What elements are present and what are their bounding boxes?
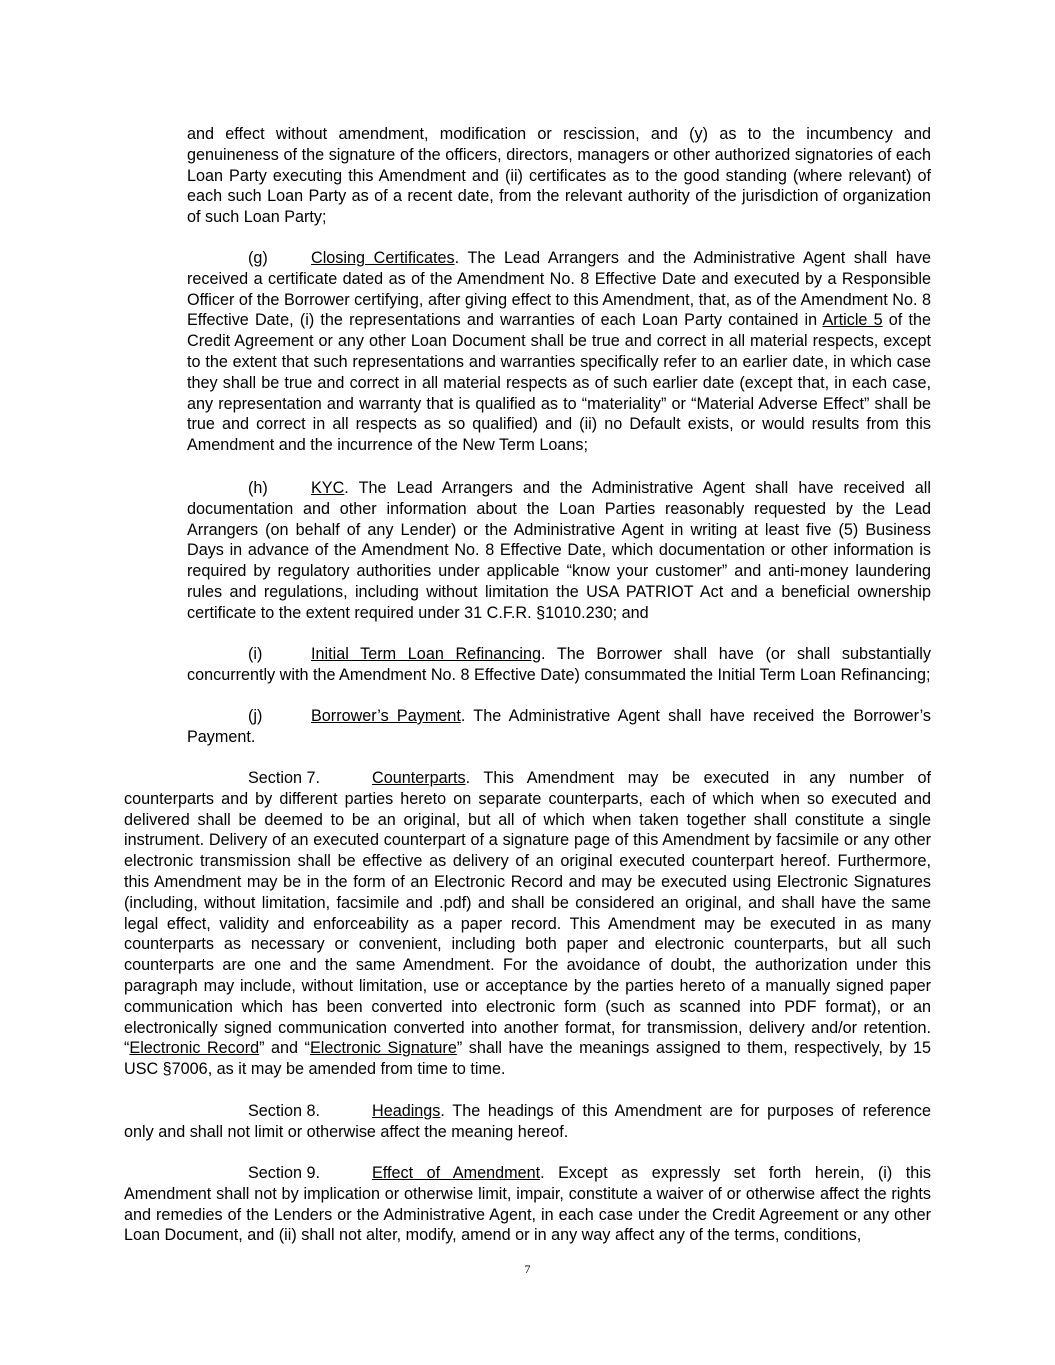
section-heading: Effect of Amendment bbox=[372, 1164, 541, 1182]
section-label: Section 7. bbox=[248, 769, 320, 787]
paragraph-label: (i) bbox=[248, 645, 263, 663]
paragraph-text: . The Borrower shall have (or shall substantially concurrently with the Amendment No. 8 Effective Date) consummated the Initial Term Loan Refinancing; bbox=[187, 645, 931, 684]
paragraph-heading: KYC bbox=[311, 479, 345, 497]
paragraph-text: and effect without amendment, modification or rescission, and (y) as to the incumbency and genuineness of the signature of the officers, directors, managers or other authorized signatories of each Loan Party executing this Amendment and (ii) certificates as to the good standing (where relevant) of each such Loan Party as of a recent date, from the relevant authority of the jurisdiction of organization of such Loan Party; bbox=[187, 125, 931, 227]
section-8-headings bbox=[124, 1101, 931, 1143]
paragraph-text: . The Lead Arrangers and the Administrative Agent shall have received a certificate dated as of the Amendment No. 8 Effective Date and executed by a Responsible Officer of the Borrower certifying, after giving effect to this Amendment, that, as of the Amendment No. 8 Effective Date, (i) the representations and warranties of each Loan Party contained in bbox=[187, 249, 931, 330]
section-text: . The headings of this Amendment are for purposes of reference only and shall not limit or otherwise affect the meaning hereof. bbox=[124, 1102, 931, 1141]
section-heading: Headings bbox=[372, 1102, 441, 1120]
section-text-end: ” shall have the meanings assigned to them, respectively, by 15 USC §7006, as it may be amended from time to time. bbox=[124, 1039, 931, 1079]
defined-term-electronic-signature: Electronic Signature bbox=[309, 1039, 457, 1058]
paragraph-intro bbox=[187, 124, 931, 228]
paragraph-text-continued: of the Credit Agreement or any other Loan Document shall be true and correct in all material respects, except to the extent that such representations and warranties specifically refer to an earlier date, in which case they shall be true and correct in all material respects as of such earlier date (except that, in each case, any representation and warranty that is qualified as to “materiality” or “Material Adverse Effect” shall be true and correct in all respects as so qualified) and (ii) no Default exists, or would results from this Amendment and the incurrence of the New Term Loans; bbox=[187, 311, 931, 455]
paragraph-heading: Closing Certificates bbox=[311, 249, 455, 267]
section-text: . Except as expressly set forth herein, (i) this Amendment shall not by implication or otherwise limit, impair, constitute a waiver of or otherwise affect the rights and remedies of the Lenders or the Administrative Agent, in each case under the Credit Agreement or any other Loan Document, and (ii) shall not alter, modify, amend or in any way affect any of the terms, conditions, bbox=[124, 1164, 931, 1245]
paragraph-heading: Borrower’s Payment bbox=[311, 707, 461, 725]
section-label: Section 8. bbox=[248, 1102, 320, 1120]
paragraph-g-closing-certificates bbox=[187, 248, 931, 456]
paragraph-heading: Initial Term Loan Refinancing bbox=[311, 645, 541, 663]
section-heading: Counterparts bbox=[372, 769, 466, 787]
paragraph-i-initial-term-loan-refinancing bbox=[187, 644, 931, 686]
paragraph-text: . The Lead Arrangers and the Administrative Agent shall have received all documentation and other information about the Loan Parties reasonably requested by the Lead Arrangers (on behalf of any Lender) or the Administrative Agent in writing at least five (5) Business Days in advance of the Amendment No. 8 Effective Date, which documentation or other information is required by regulatory authorities under applicable “know your customer” and anti-money laundering rules and regulations, including without limitation the USA PATRIOT Act and a beneficial ownership certificate to the extent required under 31 C.F.R. §1010.230; and bbox=[187, 479, 931, 622]
article-reference: Article 5 bbox=[822, 311, 883, 330]
section-text-continued: ” and “ bbox=[259, 1039, 310, 1058]
paragraph-text: . The Administrative Agent shall have received the Borrower’s Payment. bbox=[187, 707, 932, 746]
defined-term-electronic-record: Electronic Record bbox=[129, 1039, 260, 1058]
section-7-counterparts bbox=[124, 768, 931, 1080]
paragraph-h-kyc bbox=[187, 478, 931, 624]
paragraph-j-borrowers-payment bbox=[187, 706, 931, 748]
paragraph-label: (h) bbox=[248, 479, 268, 497]
section-9-effect-of-amendment bbox=[124, 1163, 931, 1246]
paragraph-label: (g) bbox=[248, 249, 268, 267]
section-text: . This Amendment may be executed in any number of counterparts and by different parties hereto on separate counterparts, each of which when so executed and delivered shall be deemed to be an original, but all of which when taken together shall constitute a single instrument. Delivery of an executed counterpart of a signature page of this Amendment by facsimile or any other electronic transmission shall be effective as delivery of an original executed counterpart hereof. Furthermore, this Amendment may be in the form of an Electronic Record and may be executed using Electronic Signatures (including, without limitation, facsimile and .pdf) and shall be considered an original, and shall have the same legal effect, validity and enforceability as a paper record. This Amendment may be executed in as many counterparts as necessary or convenient, including both paper and electronic counterparts, but all such counterparts are one and the same Amendment. For the avoidance of doubt, the authorization under this paragraph may include, without limitation, use or acceptance by the parties hereto of a manually signed paper communication which has been converted into electronic form (such as scanned into PDF format), or an electronically signed communication converted into another format, for transmission, delivery and/or retention. “ bbox=[124, 769, 931, 1058]
page-number: 7 bbox=[524, 1262, 531, 1276]
section-label: Section 9. bbox=[248, 1164, 320, 1182]
paragraph-label: (j) bbox=[248, 707, 263, 725]
